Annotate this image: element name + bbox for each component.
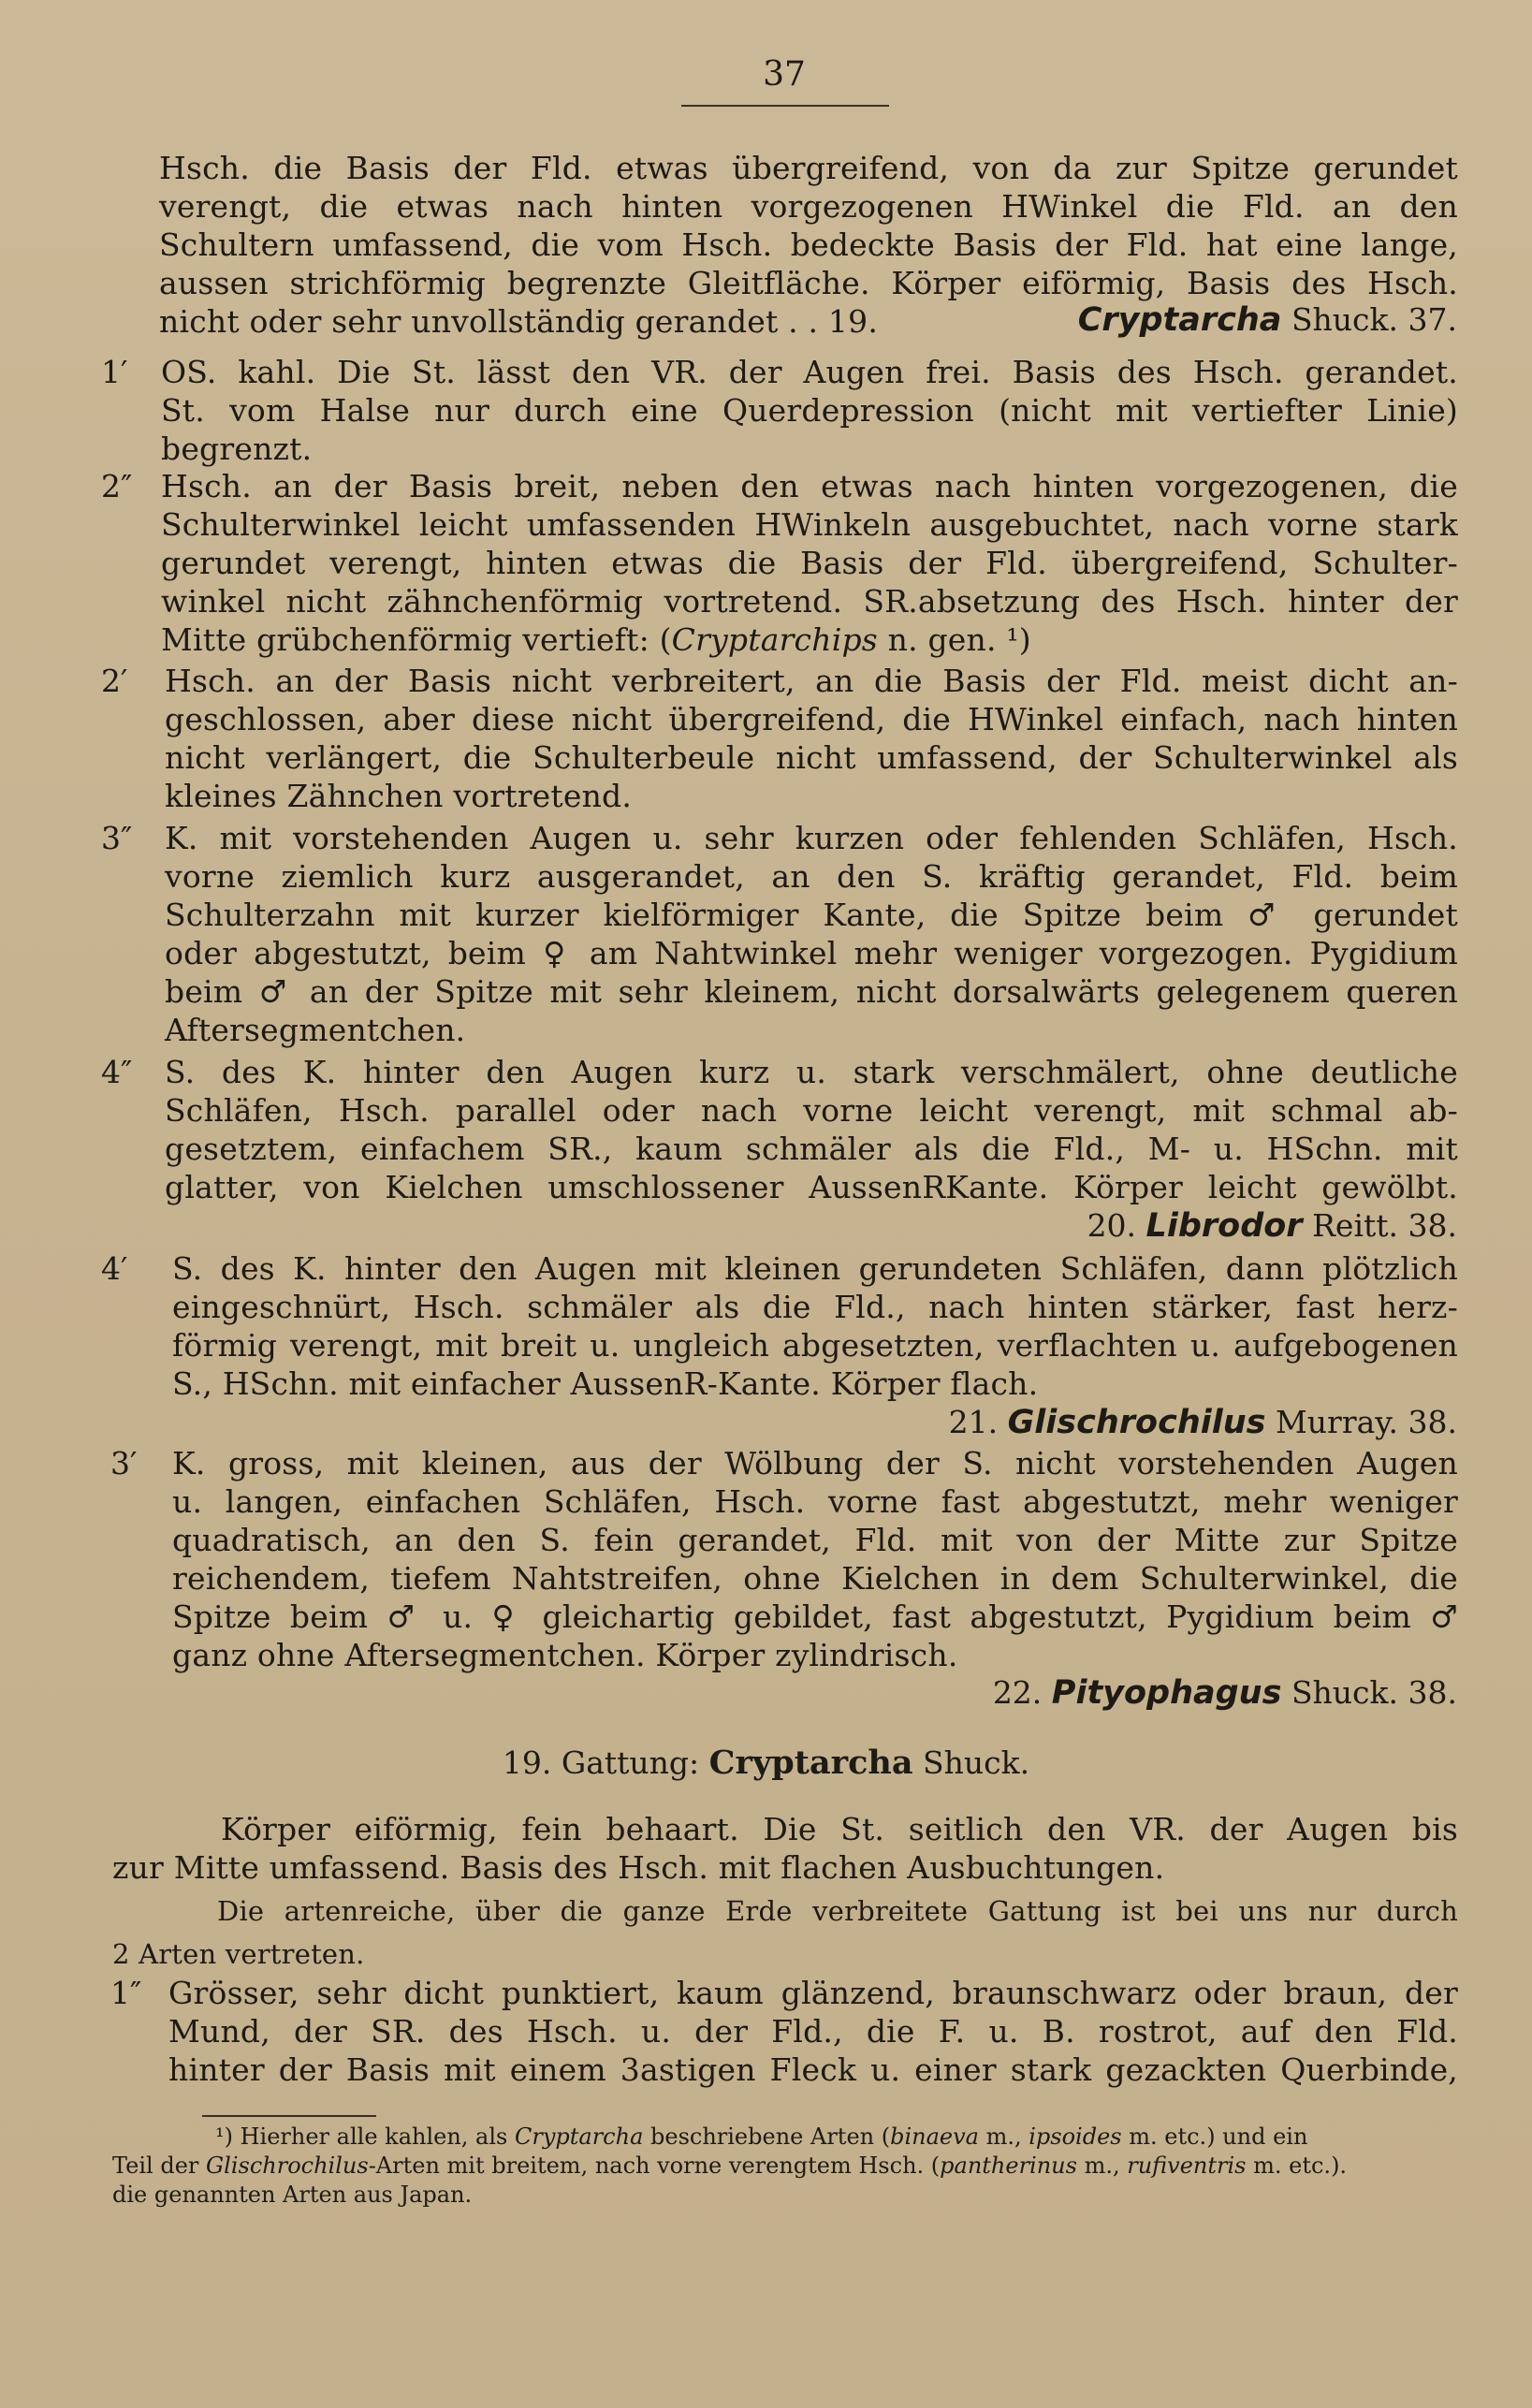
text-segment: m., (1076, 2153, 1128, 2179)
text-line: Schultern umfassend, die vom Hsch. bedeckte Basis der Fld. hat eine lange, (159, 226, 1458, 263)
key-marker: 2′ (101, 663, 128, 699)
text-line: Schulterzahn mit kurzer kielförmiger Kante, die Spitze beim ♂ gerundet (165, 897, 1458, 933)
page-number: 37 (763, 55, 806, 94)
genus-name: Librodor (1145, 1207, 1303, 1245)
text-segment: binaeva (890, 2123, 979, 2150)
genus-reference (1087, 1207, 1457, 1245)
text-line: verengt, die etwas nach hinten vorgezogenen HWinkel die Fld. an den (159, 188, 1458, 225)
heading-prefix: 19. Gattung: (502, 1744, 700, 1781)
text-segment: m. etc.). (1246, 2153, 1348, 2179)
genus-number: 21. (948, 1404, 999, 1440)
key-marker: 4″ (101, 1054, 133, 1090)
text-line: Körper eiförmig, fein behaart. Die St. seitlich den VR. der Augen bis (221, 1811, 1458, 1847)
text-line: Aftersegmentchen. (165, 1012, 466, 1048)
text-segment: Glischrochilus (206, 2153, 369, 2179)
text-line: Hsch. an der Basis breit, neben den etwas nach hinten vorgezogenen, die (161, 468, 1458, 504)
text-line: Schläfen, Hsch. parallel oder nach vorne leicht verengt, mit schmal ab- (165, 1092, 1458, 1129)
text-segment: n. gen. ¹) (877, 621, 1031, 658)
text-segment: Teil der (112, 2153, 206, 2179)
text-line: glatter, von Kielchen umschlossener AussenRKante. Körper leicht gewölbt. (165, 1169, 1458, 1205)
text-line: S. des K. hinter den Augen mit kleinen gerundeten Schläfen, dann plötzlich (172, 1250, 1458, 1287)
text-segment: beschriebene Arten ( (643, 2123, 891, 2150)
text-segment: m. etc.) und ein (1121, 2123, 1308, 2150)
footnote-rule (202, 2115, 376, 2117)
text-line (161, 621, 1031, 659)
text-line: St. vom Halse nur durch eine Querdepression (nicht mit vertiefter Linie) (161, 392, 1458, 429)
text-line: Grösser, sehr dicht punktiert, kaum glänzend, braunschwarz oder braun, der (168, 1975, 1458, 2011)
new-genus-name: Cryptarchips (671, 621, 878, 658)
text-line: reichendem, tiefem Nahtstreifen, ohne Kielchen in dem Schulterwinkel, die (172, 1560, 1458, 1597)
genus-author: Murray. 38. (1276, 1404, 1457, 1440)
text-segment: -Arten mit breitem, nach vorne verengtem Hsch. ( (368, 2153, 941, 2179)
page-number-rule (681, 105, 889, 107)
text-line: Hsch. die Basis der Fld. etwas übergreifend, von da zur Spitze gerundet (159, 150, 1458, 186)
genus-reference (993, 1674, 1457, 1712)
text-line: kleines Zähnchen vortretend. (165, 778, 633, 814)
text-line: winkel nicht zähnchenförmig vortretend. SR.absetzung des Hsch. hinter der (161, 583, 1458, 620)
text-line: aussen strichförmig begrenzte Gleitfläche. Körper eiförmig, Basis des Hsch. (159, 265, 1458, 301)
text-line: gesetztem, einfachem SR., kaum schmäler als die Fld., M- u. HSchn. mit (165, 1131, 1458, 1167)
text-line: vorne ziemlich kurz ausgerandet, an den S. kräftig gerandet, Fld. beim (165, 858, 1458, 895)
text-line: hinter der Basis mit einem 3astigen Fleck u. einer stark gezackten Querbinde, (168, 2051, 1458, 2088)
genus-reference (949, 1404, 1457, 1441)
genus-number: 20. (1087, 1207, 1137, 1244)
text-line: Schulterwinkel leicht umfassenden HWinkeln ausgebuchtet, nach vorne stark (161, 506, 1458, 543)
text-line: Spitze beim ♂ u. ♀ gleichartig gebildet, fast abgestutzt, Pygidium beim ♂ (172, 1598, 1458, 1635)
genus-heading (0, 1743, 1532, 1784)
heading-author: Shuck. (923, 1744, 1030, 1781)
footnote-line: die genannten Arten aus Japan. (112, 2182, 473, 2208)
text-line: S., HSchn. mit einfacher AussenR-Kante. Körper flach. (172, 1365, 1039, 1402)
key-marker: 3′ (110, 1445, 138, 1481)
key-marker: 1′ (101, 354, 128, 390)
heading-genus: Cryptarcha (708, 1744, 913, 1782)
text-line: Mund, der SR. des Hsch. u. der Fld., die F. u. B. rostrot, auf den Fld. (168, 2013, 1458, 2050)
text-line: eingeschnürt, Hsch. schmäler als die Fld., nach hinten stärker, fast herz- (172, 1289, 1458, 1325)
key-marker: 4′ (101, 1250, 128, 1287)
text-line: Die artenreiche, über die ganze Erde verbreitete Gattung ist bei uns nur durch (217, 1895, 1458, 1927)
text-segment: m., (978, 2123, 1029, 2150)
text-line: nicht verlängert, die Schulterbeule nicht umfassend, der Schulterwinkel als (165, 739, 1458, 776)
footnote-line (215, 2123, 1307, 2151)
text-line: oder abgestutzt, beim ♀ am Nahtwinkel mehr weniger vorgezogen. Pygidium (165, 935, 1458, 971)
genus-author: Shuck. 38. (1291, 1674, 1457, 1711)
text-line: K. mit vorstehenden Augen u. sehr kurzen oder fehlenden Schläfen, Hsch. (165, 820, 1458, 856)
text-line: zur Mitte umfassend. Basis des Hsch. mit flachen Ausbuchtungen. (112, 1849, 1165, 1886)
genus-author: Shuck. 37. (1291, 301, 1457, 338)
key-marker: 1″ (110, 1975, 142, 2011)
text-segment: pantherinus (940, 2153, 1077, 2179)
text-line: nicht oder sehr unvollständig gerandet . . 19. (159, 303, 879, 340)
key-marker: 2″ (101, 468, 133, 504)
text-line: 2 Arten vertreten. (112, 1938, 365, 1970)
text-line: begrenzt. (161, 431, 313, 467)
text-segment: ¹) Hierher alle kahlen, als (215, 2123, 515, 2150)
text-segment: Mitte grübchenförmig vertieft: ( (161, 621, 672, 658)
footnote-line (112, 2152, 1347, 2180)
text-line: ganz ohne Aftersegmentchen. Körper zylindrisch. (172, 1637, 958, 1673)
text-line: quadratisch, an den S. fein gerandet, Fld. mit von der Mitte zur Spitze (172, 1522, 1458, 1558)
text-line: S. des K. hinter den Augen kurz u. stark verschmälert, ohne deutliche (165, 1054, 1458, 1090)
genus-author: Reitt. 38. (1312, 1207, 1457, 1244)
text-segment: Cryptarcha (514, 2123, 644, 2150)
text-line: beim ♂ an der Spitze mit sehr kleinem, nicht dorsalwärts gelegenem queren (165, 973, 1458, 1010)
genus-number: 22. (992, 1674, 1043, 1711)
genus-name: Glischrochilus (1007, 1404, 1266, 1441)
text-segment: rufiventris (1127, 2153, 1247, 2179)
key-marker: 3″ (101, 820, 133, 856)
genus-name: Cryptarcha (1077, 301, 1282, 339)
text-line: K. gross, mit kleinen, aus der Wölbung der S. nicht vorstehenden Augen (172, 1445, 1458, 1481)
text-line: Hsch. an der Basis nicht verbreitert, an die Basis der Fld. meist dicht an- (165, 663, 1458, 699)
text-line: gerundet verengt, hinten etwas die Basis der Fld. übergreifend, Schulter- (161, 545, 1458, 581)
text-line: förmig verengt, mit breit u. ungleich abgesetzten, verflachten u. aufgebogenen (172, 1327, 1458, 1364)
genus-name: Pityophagus (1051, 1674, 1282, 1712)
text-line: geschlossen, aber diese nicht übergreifend, die HWinkel einfach, nach hinten (165, 701, 1458, 737)
text-line: OS. kahl. Die St. lässt den VR. der Augen frei. Basis des Hsch. gerandet. (161, 354, 1458, 390)
text-segment: ipsoides (1029, 2123, 1122, 2150)
genus-reference (1078, 301, 1457, 339)
text-line: u. langen, einfachen Schläfen, Hsch. vorne fast abgestutzt, mehr weniger (172, 1483, 1458, 1520)
